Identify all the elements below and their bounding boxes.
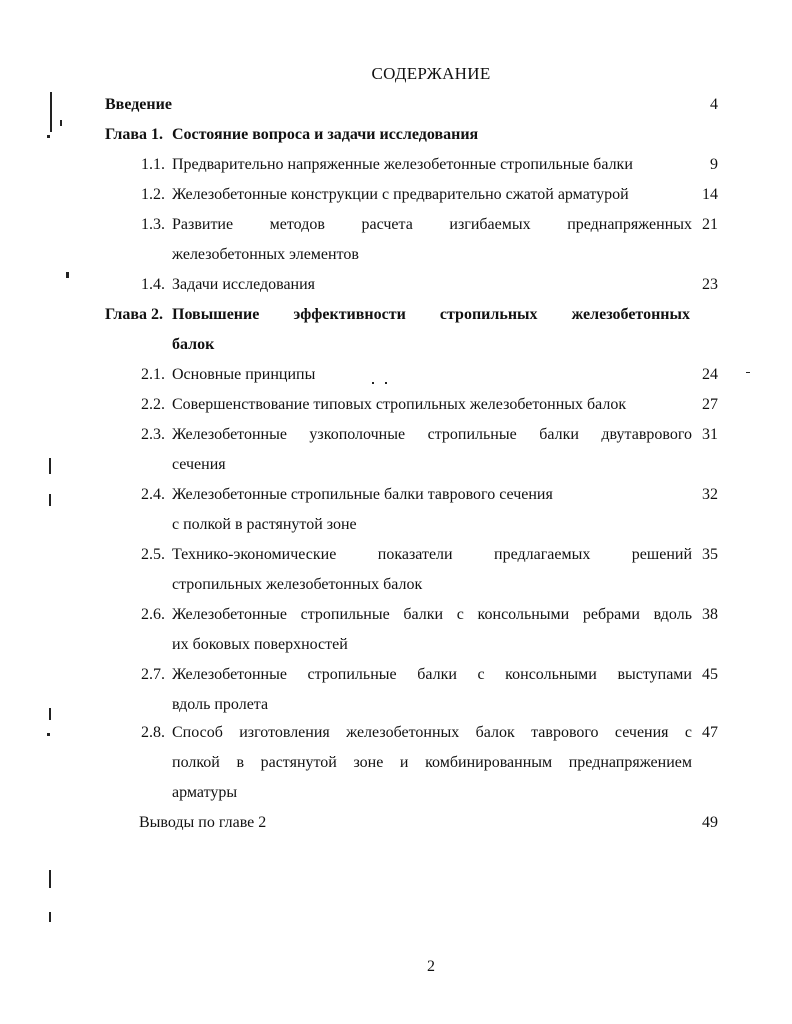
scan-mark — [49, 708, 51, 720]
toc-entry-title-line: Железобетонные стропильные балки с консольными выступами — [172, 666, 692, 683]
toc-entry-page: 38 — [702, 606, 718, 623]
toc-entry-page: 31 — [702, 426, 718, 443]
toc-entry-number: 2.5. — [141, 546, 165, 563]
scan-mark — [372, 382, 374, 384]
toc-entry-page: 35 — [702, 546, 718, 563]
toc-entry-page: 27 — [702, 396, 718, 413]
toc-entry-number: 2.1. — [141, 366, 165, 383]
toc-entry-title-line: с полкой в растянутой зоне — [172, 516, 357, 533]
scan-mark — [47, 733, 50, 736]
toc-chapter-title-line: Повышение эффективности стропильных железобетонных — [172, 306, 690, 323]
scan-mark — [66, 272, 69, 278]
toc-entry-title: Предварительно напряженные железобетонные стропильные балки — [172, 156, 633, 173]
toc-entry-number: 1.4. — [141, 276, 165, 293]
toc-entry-title-line: их боковых поверхностей — [172, 636, 348, 653]
toc-entry-page: 45 — [702, 666, 718, 683]
scan-mark — [50, 92, 52, 132]
toc-entry-title-line: Способ изготовления железобетонных балок таврового сечения с — [172, 724, 692, 741]
toc-chapter-title-line: балок — [172, 336, 215, 353]
toc-chapter-number: Глава 2. — [105, 306, 163, 323]
toc-entry-number: 2.2. — [141, 396, 165, 413]
toc-entry-page: 47 — [702, 724, 718, 741]
toc-entry-title-line: Технико-экономические показатели предлагаемых решений — [172, 546, 692, 563]
scan-mark — [746, 372, 750, 373]
toc-entry-title-line: Железобетонные стропильные балки таврового сечения — [172, 486, 553, 503]
toc-entry-title: Введение — [105, 96, 172, 113]
toc-entry-title: Совершенствование типовых стропильных железобетонных балок — [172, 396, 627, 413]
toc-entry-title-line: вдоль пролета — [172, 696, 269, 713]
toc-entry-title: Железобетонные конструкции с предварительно сжатой арматурой — [172, 186, 629, 203]
toc-entry-number: 1.1. — [141, 156, 165, 173]
toc-entry-title-line: арматуры — [172, 784, 238, 801]
scan-mark — [49, 458, 51, 474]
toc-title: СОДЕРЖАНИЕ — [371, 64, 491, 83]
toc-entry-number: 1.2. — [141, 186, 165, 203]
toc-entry-title: Основные принципы — [172, 366, 316, 383]
toc-entry-title-line: полкой в растянутой зоне и комбинированным преднапряжением — [172, 754, 692, 771]
toc-chapter-number: Глава 1. — [105, 126, 163, 143]
toc-entry-number: 1.3. — [141, 216, 165, 233]
toc-entry-page: 4 — [710, 96, 718, 113]
toc-entry-number: 2.4. — [141, 486, 165, 503]
toc-entry-page: 24 — [702, 366, 718, 383]
toc-entry-page: 9 — [710, 156, 718, 173]
toc-entry-title-line: стропильных железобетонных балок — [172, 576, 423, 593]
scan-mark — [49, 494, 51, 506]
toc-entry-page: 21 — [702, 216, 718, 233]
toc-entry-page: 14 — [702, 186, 718, 203]
toc-entry-title-line: сечения — [172, 456, 226, 473]
toc-entry-title-line: Железобетонные узкополочные стропильные балки двутаврового — [172, 426, 692, 443]
toc-entry-title: Задачи исследования — [172, 276, 316, 293]
toc-chapter-title: Состояние вопроса и задачи исследования — [172, 126, 479, 143]
scan-mark — [47, 135, 50, 138]
toc-entry-number: 2.3. — [141, 426, 165, 443]
scan-mark — [49, 870, 51, 888]
toc-entry-page: 49 — [702, 814, 718, 831]
toc-entry-title-line: Развитие методов расчета изгибаемых преднапряженных — [172, 216, 692, 233]
scan-mark — [60, 120, 62, 126]
toc-entry-number: 2.7. — [141, 666, 165, 683]
toc-entry-number: 2.8. — [141, 724, 165, 741]
toc-entry-title: Выводы по главе 2 — [139, 814, 267, 831]
page-number: 2 — [427, 958, 435, 975]
scan-mark — [49, 912, 51, 922]
scan-mark — [385, 382, 387, 384]
toc-entry-title-line: железобетонных элементов — [172, 246, 359, 263]
toc-entry-page: 23 — [702, 276, 718, 293]
toc-entry-title-line: Железобетонные стропильные балки с консольными ребрами вдоль — [172, 606, 692, 623]
toc-entry-number: 2.6. — [141, 606, 165, 623]
toc-entry-page: 32 — [702, 486, 718, 503]
